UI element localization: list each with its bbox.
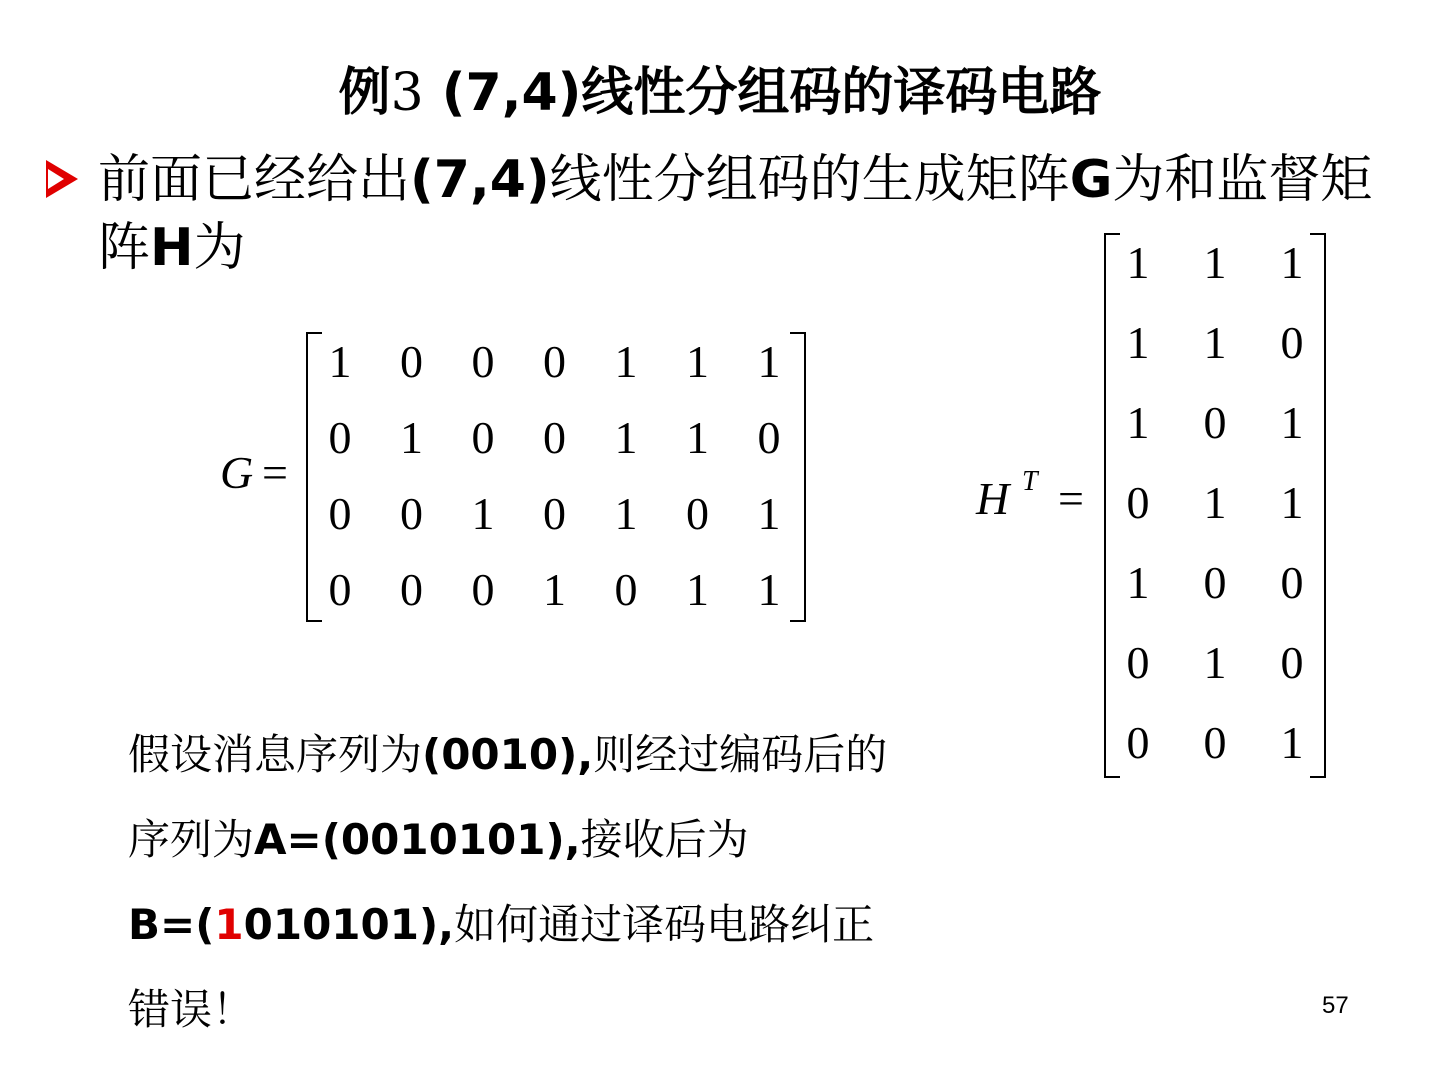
example-paragraph [128, 712, 1048, 1052]
title-prefix: 例 [338, 63, 391, 123]
matrix-cell: 0 [543, 488, 566, 539]
matrix-cell: 1 [614, 412, 638, 463]
matrix-cell: 1 [686, 336, 709, 387]
matrix-cell: 0 [1280, 317, 1304, 368]
matrix-g [306, 332, 806, 622]
para-text: 接收后为 [580, 815, 749, 864]
matrix-cell: 0 [400, 564, 423, 615]
para-received-b-start: B=( [128, 900, 215, 949]
matrix-cell: 1 [757, 488, 781, 539]
bullet-text-part: 前面已经给出 [98, 150, 411, 210]
matrix-cell: 1 [1126, 397, 1150, 448]
matrix-cell: 1 [1280, 237, 1304, 288]
matrix-cell: 0 [1126, 637, 1150, 688]
matrix-cell: 1 [757, 336, 781, 387]
matrix-cell: 0 [1203, 557, 1227, 608]
matrix-cell: 1 [1126, 317, 1150, 368]
para-received-b-end: 010101), [243, 900, 455, 949]
matrix-cell: 0 [400, 336, 423, 387]
matrix-cell: 0 [1280, 557, 1304, 608]
matrix-g-label: G [220, 447, 254, 498]
bullet-text-part: 为 [193, 218, 246, 278]
matrix-cell: 1 [757, 564, 781, 615]
matrix-cell: 0 [757, 412, 781, 463]
matrix-cell: 1 [1280, 397, 1304, 448]
matrix-cell: 1 [614, 488, 638, 539]
matrix-cell: 1 [1203, 637, 1227, 688]
matrix-cell: 1 [1280, 477, 1304, 528]
matrix-cell: 1 [543, 564, 566, 615]
bullet-symbol-h: H [150, 218, 194, 278]
matrix-cell: 1 [686, 412, 709, 463]
matrix-g-equals: = [262, 447, 288, 498]
matrix-cell: 1 [1280, 717, 1304, 768]
matrix-cell: 1 [1203, 317, 1227, 368]
matrix-cell: 0 [614, 564, 638, 615]
matrix-cell: 1 [1203, 477, 1227, 528]
para-text: 如何通过译码电路纠正 [454, 900, 875, 949]
bullet-code-params: (7,4) [410, 150, 550, 210]
para-text: 错误！ [128, 985, 255, 1034]
matrix-cell: 0 [471, 412, 495, 463]
para-text: 假设消息序列为 [128, 730, 423, 779]
matrix-cell: 0 [1126, 477, 1150, 528]
matrix-cell: 0 [1280, 637, 1304, 688]
title-code: (7,4) [423, 63, 582, 123]
slide-title [0, 50, 1440, 125]
matrix-cell: 0 [1203, 397, 1227, 448]
bullet-arrow-icon [46, 160, 78, 198]
matrix-cell: 1 [1126, 237, 1150, 288]
para-error-bit: 1 [214, 900, 244, 949]
bullet-symbol-g: G [1069, 150, 1113, 210]
page-number: 57 [1322, 992, 1349, 1019]
matrix-cell: 1 [614, 336, 638, 387]
matrix-cell: 0 [328, 412, 352, 463]
matrix-ht-label: H [976, 473, 1010, 524]
matrix-cell: 0 [471, 336, 495, 387]
matrix-cell: 0 [686, 488, 709, 539]
matrix-cell: 1 [1203, 237, 1227, 288]
matrix-cell: 0 [1126, 717, 1150, 768]
para-text: 则经过编码后的 [593, 730, 888, 779]
para-message: (0010), [422, 730, 594, 779]
matrix-cell: 0 [543, 336, 566, 387]
bullet-text-part: 线性分组码的生成矩阵 [549, 150, 1070, 210]
matrix-cell: 0 [400, 488, 423, 539]
matrix-cell: 0 [328, 564, 352, 615]
matrix-cell: 0 [543, 412, 566, 463]
para-codeword-a: A=(0010101), [254, 815, 581, 864]
title-rest: 线性分组码的译码电路 [581, 63, 1102, 123]
matrix-cell: 1 [1126, 557, 1150, 608]
para-text: 序列为 [128, 815, 255, 864]
matrix-cell: 0 [471, 564, 495, 615]
matrix-cell: 1 [400, 412, 423, 463]
title-number: 3 [390, 63, 424, 123]
matrix-ht-equals: = [1058, 473, 1084, 524]
matrix-cell: 0 [1203, 717, 1227, 768]
matrix-ht [1104, 233, 1326, 778]
bullet-text-part: 为和监督矩阵 [98, 150, 1373, 278]
matrix-cell: 1 [471, 488, 495, 539]
matrix-ht-superscript: T [1022, 466, 1038, 497]
matrix-cell: 0 [328, 488, 352, 539]
matrix-cell: 1 [328, 336, 352, 387]
matrix-cell: 1 [686, 564, 709, 615]
